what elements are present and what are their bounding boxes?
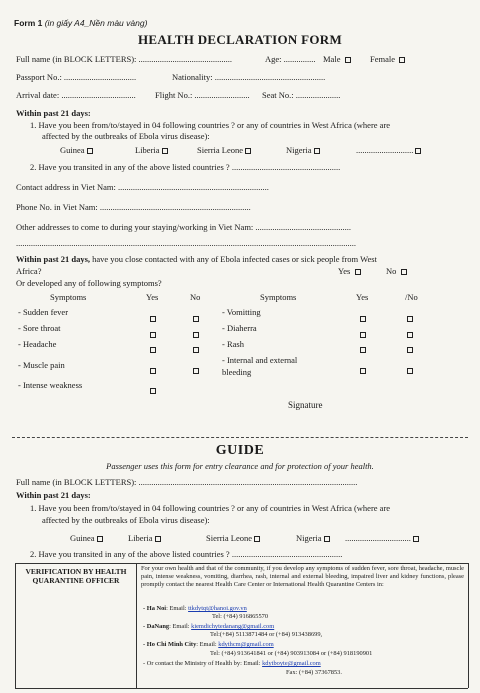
intense-weakness-yes-checkbox[interactable] — [150, 388, 156, 394]
yes-header-right: Yes — [356, 292, 369, 302]
symptom-vomitting: - Vomitting — [222, 307, 261, 317]
contact-yes-checkbox[interactable] — [355, 269, 361, 275]
danang-label: - DaNang — [143, 623, 170, 630]
age-label: Age: ............... — [265, 54, 316, 64]
hanoi-label: - Ha Noi — [143, 605, 167, 612]
no-header-right: /No — [405, 292, 418, 302]
symptom-bleeding-line2: bleeding — [222, 367, 252, 377]
section2-line2: Africa? — [16, 266, 42, 276]
country-label: ........................... — [356, 145, 414, 155]
section2-bold: Within past 21 days, — [16, 254, 91, 264]
symptom-muscle-pain: - Muscle pain — [18, 360, 65, 370]
full-name-field[interactable] — [16, 54, 232, 64]
ministry-contact — [143, 660, 321, 668]
symptom-headache: - Headache — [18, 339, 57, 349]
sore-throat-yes-checkbox[interactable] — [150, 332, 156, 338]
male-option[interactable] — [323, 54, 351, 64]
female-checkbox[interactable] — [399, 57, 405, 63]
symptom-sudden-fever: - Sudden fever — [18, 307, 69, 317]
vomitting-no-checkbox[interactable] — [407, 316, 413, 322]
q1-text-line1: 1. Have you been from/to/stayed in 04 following countries ? or any of countries in West Africa (where are — [30, 120, 391, 130]
guide-q1-line1: 1. Have you been from/to/stayed in 04 following countries ? or any of countries in West Africa (where are — [30, 503, 391, 513]
cut-line-divider — [12, 437, 468, 438]
section2-line1 — [16, 254, 377, 264]
symptom-bleeding-line1: - Internal and external — [222, 355, 298, 365]
female-label: Female — [370, 54, 396, 64]
guide-other-checkbox — [413, 536, 419, 542]
section2-rest: have you close contacted with any of Ebola infected cases or sick people from West — [90, 254, 377, 264]
headache-yes-checkbox[interactable] — [150, 347, 156, 353]
verification-officer-label: VERIFICATION BY HEALTH QUARANTINE OFFICER — [25, 567, 127, 585]
guinea-checkbox[interactable] — [87, 148, 93, 154]
guide-nigeria-checkbox — [324, 536, 330, 542]
verification-right-border — [468, 563, 469, 688]
phone-field[interactable]: Phone No. in Viet Nam: ....................................................................... — [16, 202, 251, 212]
symptom-diarrhea: - Diaherra — [222, 323, 257, 333]
ministry-email-link[interactable]: kdytboyte@gmail.com — [262, 660, 321, 667]
danang-tel: Tel:(+84) 5113871484 or (+84) 913438699, — [210, 631, 323, 638]
ministry-fax: Fax: (+84) 37367853. — [286, 669, 342, 676]
guide-guinea-checkbox — [97, 536, 103, 542]
sudden-fever-no-checkbox[interactable] — [193, 316, 199, 322]
hcm-contact — [143, 641, 274, 649]
verification-top-border — [15, 563, 468, 564]
section2-line3: Or developed any of following symptoms? — [16, 278, 162, 288]
headache-no-checkbox[interactable] — [193, 347, 199, 353]
guide-q1-line2: affected by the outbreaks of Ebola virus disease): — [42, 515, 210, 525]
passport-field[interactable]: Passport No.: .................................. — [16, 72, 137, 82]
full-name-label: Full name (in BLOCK LETTERS): ............................................ — [16, 54, 233, 64]
country-label: Liberia — [135, 145, 160, 155]
female-option[interactable] — [370, 54, 405, 64]
other-address-continuation[interactable]: ................................................................................................................................................................ — [16, 238, 356, 248]
flight-field[interactable]: Flight No.: .......................... — [155, 90, 250, 100]
other-address-field[interactable]: Other addresses to come to during your staying/working in Viet Nam: ............................................. — [16, 222, 352, 232]
email-label: : Email: — [196, 641, 219, 648]
guide-country-liberia — [128, 533, 161, 543]
guide-heading: Within past 21 days: — [16, 490, 91, 500]
arrival-date-field[interactable]: Arrival date: ................................... — [16, 90, 136, 100]
country-label: Liberia — [128, 533, 153, 543]
male-checkbox[interactable] — [345, 57, 351, 63]
nigeria-checkbox[interactable] — [314, 148, 320, 154]
yes-header-left: Yes — [146, 292, 159, 302]
country-guinea[interactable] — [60, 145, 93, 155]
danang-email-link[interactable]: kiemdichytedanang@gmail.com — [191, 623, 275, 630]
rash-yes-checkbox[interactable] — [360, 347, 366, 353]
hanoi-tel: Tel: (+84) 916865570 — [212, 613, 269, 620]
country-label: Nigeria — [286, 145, 312, 155]
country-liberia[interactable] — [135, 145, 168, 155]
verification-divider — [136, 563, 137, 688]
bleeding-yes-checkbox[interactable] — [360, 368, 366, 374]
hanoi-email-link[interactable]: ttkdytqt@hanoi.gov.vn — [188, 605, 247, 612]
contact-address-field[interactable]: Contact address in Viet Nam: ....................................................................... — [16, 182, 269, 192]
country-label: Nigeria — [296, 533, 322, 543]
hcm-email-link[interactable]: kdythcm@gmail.com — [218, 641, 274, 648]
guide-q2-text: 2. Have you transited in any of the above listed countries ? .................................................... — [30, 549, 343, 559]
guide-sierra-leone-checkbox — [254, 536, 260, 542]
guide-country-nigeria — [296, 533, 330, 543]
no-header-left: No — [190, 292, 201, 302]
verification-intro-text: For your own health and that of the community, if you develop any symptoms of sudden fever, sore throat, headache, muscle pain, intense weakness, vomiting, diarrhea, rash, internal and external bleeding, impaired liver and kidney functions, please promptly contact the nearest Health Care Center or International Health Quarantine Centers in: — [141, 565, 464, 588]
country-label: Guinea — [70, 533, 95, 543]
rash-no-checkbox[interactable] — [407, 347, 413, 353]
liberia-checkbox[interactable] — [162, 148, 168, 154]
verification-bottom-border — [15, 688, 468, 689]
country-label: Sierria Leone — [197, 145, 244, 155]
country-other[interactable] — [356, 145, 421, 155]
country-label: Sierria Leone — [206, 533, 253, 543]
yes-label: Yes — [338, 266, 351, 276]
verification-left-border — [15, 563, 16, 688]
symptom-sore-throat: - Sore throat — [18, 323, 61, 333]
email-label: : Email: — [166, 605, 189, 612]
symptoms-header-right: Symptoms — [260, 292, 297, 302]
contact-no-option[interactable] — [386, 266, 407, 276]
hcm-label: - Ho Chi Minh City — [143, 641, 197, 648]
country-nigeria[interactable] — [286, 145, 320, 155]
q2-text[interactable]: 2. Have you transited in any of the above listed countries ? ................................................... — [30, 162, 341, 172]
sore-throat-no-checkbox[interactable] — [193, 332, 199, 338]
guide-liberia-checkbox — [155, 536, 161, 542]
no-label: No — [386, 266, 397, 276]
sierra-leone-checkbox[interactable] — [245, 148, 251, 154]
male-label: Male — [323, 54, 341, 64]
country-label: ............................... — [345, 533, 411, 543]
form-label-line — [14, 18, 147, 28]
country-sierra-leone[interactable] — [197, 145, 251, 155]
email-label: : Email: — [169, 623, 192, 630]
diarrhea-yes-checkbox[interactable] — [360, 332, 366, 338]
section1-heading: Within past 21 days: — [16, 108, 91, 118]
guide-country-guinea — [70, 533, 103, 543]
vomitting-yes-checkbox[interactable] — [360, 316, 366, 322]
guide-title: GUIDE — [215, 443, 265, 458]
contact-yes-option[interactable] — [338, 266, 361, 276]
bleeding-no-checkbox[interactable] — [407, 368, 413, 374]
form-note: (in giấy A4_Nền màu vàng) — [44, 18, 148, 28]
guide-country-sierra-leone — [206, 533, 260, 543]
ministry-label: - Or contact the Ministry of Health by: Email: — [143, 660, 263, 667]
hanoi-contact — [143, 605, 247, 613]
muscle-pain-no-checkbox[interactable] — [193, 368, 199, 374]
guide-subtitle: Passenger uses this form for entry clearance and for protection of your health. — [106, 461, 374, 471]
danang-contact — [143, 623, 274, 631]
hcm-tel: Tel: (+84) 913641841 or (+84) 903913084 or (+84) 918190901 — [210, 650, 373, 657]
symptom-rash: - Rash — [222, 339, 244, 349]
form-label: Form 1 — [14, 18, 43, 28]
signature-label: Signature — [288, 400, 323, 410]
sudden-fever-yes-checkbox[interactable] — [150, 316, 156, 322]
seat-field[interactable]: Seat No.: ..................... — [262, 90, 341, 100]
form-title: HEALTH DECLARATION FORM — [137, 32, 343, 47]
q1-text-line2: affected by the outbreaks of Ebola virus disease): — [42, 131, 210, 141]
guide-country-other — [345, 533, 419, 543]
age-field[interactable] — [265, 54, 316, 64]
country-label: Guinea — [60, 145, 85, 155]
diarrhea-no-checkbox[interactable] — [407, 332, 413, 338]
symptoms-header-left: Symptoms — [50, 292, 87, 302]
guide-full-name: Full name (in BLOCK LETTERS): ....................................................................................................... — [16, 477, 358, 487]
contact-no-checkbox[interactable] — [401, 269, 407, 275]
nationality-field[interactable]: Nationality: .................................................... — [172, 72, 326, 82]
muscle-pain-yes-checkbox[interactable] — [150, 368, 156, 374]
other-country-checkbox[interactable] — [415, 148, 421, 154]
symptom-intense-weakness: - Intense weakness — [18, 380, 83, 390]
